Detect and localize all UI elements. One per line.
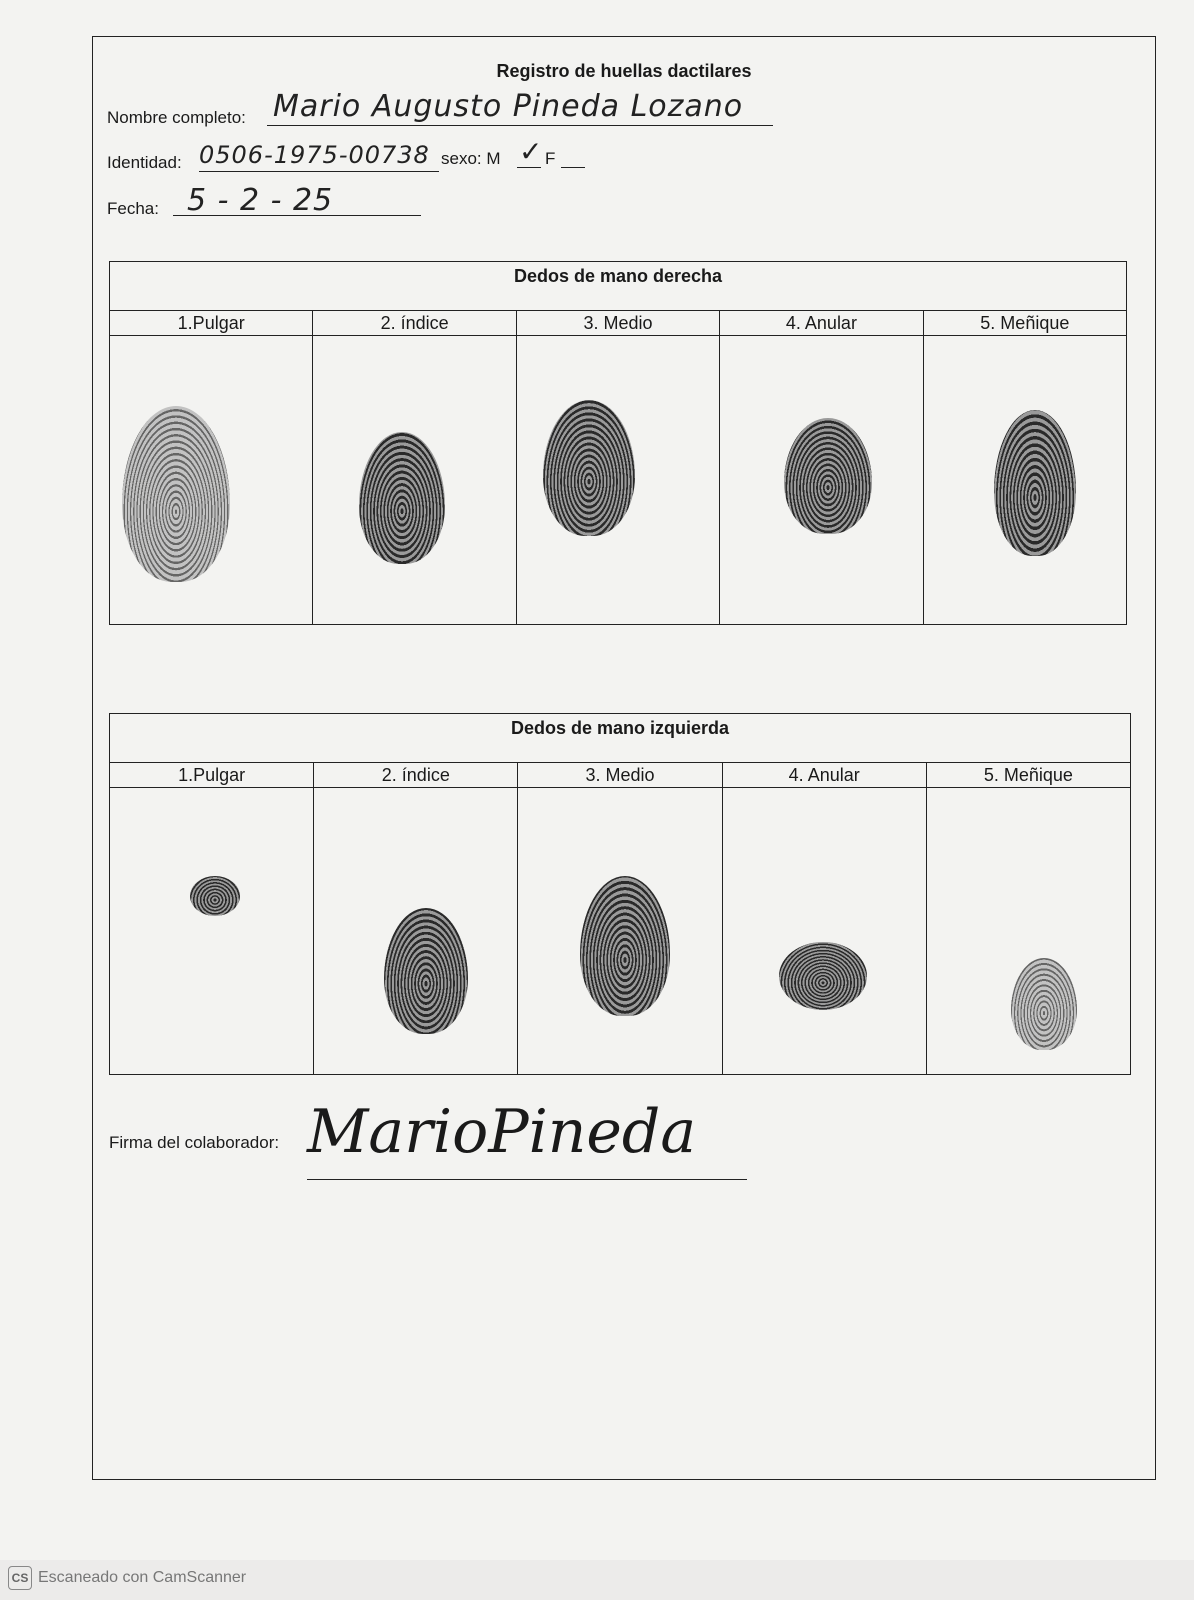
left-middle-print — [580, 876, 670, 1016]
name-label: Nombre completo: — [107, 108, 246, 127]
signature-value: MarioPineda — [307, 1097, 697, 1167]
right-middle-cell — [517, 336, 719, 624]
left-thumb-cell — [110, 788, 313, 1074]
right-thumb-header: 1.Pulgar — [110, 311, 312, 336]
left-hand-table — [109, 713, 1131, 1075]
date-value: 5 - 2 - 25 — [187, 183, 334, 218]
left-pinky-column — [927, 763, 1130, 1074]
id-line — [199, 171, 439, 172]
date-label: Fecha: — [107, 199, 159, 218]
right-index-header: 2. índice — [313, 311, 515, 336]
right-hand-title: Dedos de mano derecha — [110, 262, 1126, 311]
right-middle-print — [543, 400, 635, 536]
left-thumb-print — [190, 876, 240, 916]
left-index-print — [384, 908, 468, 1034]
left-pinky-print — [1011, 958, 1077, 1050]
right-index-cell — [313, 336, 515, 624]
left-index-header: 2. índice — [314, 763, 517, 788]
camscanner-footer — [8, 1566, 246, 1590]
sex-label: sexo: M — [441, 149, 501, 168]
form-frame — [92, 36, 1156, 1480]
right-thumb-column — [110, 311, 313, 624]
right-pinky-column — [924, 311, 1126, 624]
name-line — [267, 125, 773, 126]
right-ring-header: 4. Anular — [720, 311, 922, 336]
sex-check-mark: ✓ — [519, 135, 544, 168]
right-index-print — [359, 432, 445, 564]
left-ring-cell — [723, 788, 926, 1074]
left-index-column — [314, 763, 518, 1074]
left-hand-title: Dedos de mano izquierda — [110, 714, 1130, 763]
left-middle-header: 3. Medio — [518, 763, 721, 788]
left-middle-cell — [518, 788, 721, 1074]
left-thumb-column — [110, 763, 314, 1074]
id-value: 0506-1975-00738 — [199, 141, 430, 169]
right-ring-column — [720, 311, 923, 624]
sex-f-label: F — [545, 149, 556, 168]
right-pinky-cell — [924, 336, 1126, 624]
right-thumb-cell — [110, 336, 312, 624]
left-pinky-header: 5. Meñique — [927, 763, 1130, 788]
right-index-column — [313, 311, 516, 624]
left-ring-print — [779, 942, 867, 1010]
left-index-cell — [314, 788, 517, 1074]
left-pinky-cell — [927, 788, 1130, 1074]
camscanner-logo-icon: CS — [8, 1566, 32, 1590]
sex-f-line — [561, 167, 585, 168]
signature-label: Firma del colaborador: — [109, 1133, 280, 1152]
left-ring-header: 4. Anular — [723, 763, 926, 788]
left-ring-column — [723, 763, 927, 1074]
right-pinky-print — [994, 410, 1076, 556]
right-hand-table — [109, 261, 1127, 625]
right-ring-print — [784, 418, 872, 534]
name-value: Mario Augusto Pineda Lozano — [273, 89, 744, 124]
right-thumb-print — [122, 406, 230, 582]
right-pinky-header: 5. Meñique — [924, 311, 1126, 336]
right-middle-column — [517, 311, 720, 624]
signature-line — [307, 1179, 747, 1180]
right-ring-cell — [720, 336, 922, 624]
left-thumb-header: 1.Pulgar — [110, 763, 313, 788]
right-middle-header: 3. Medio — [517, 311, 719, 336]
form-title: Registro de huellas dactilares — [496, 61, 752, 81]
left-middle-column — [518, 763, 722, 1074]
id-label: Identidad: — [107, 153, 182, 172]
camscanner-text: Escaneado con CamScanner — [38, 1569, 247, 1586]
